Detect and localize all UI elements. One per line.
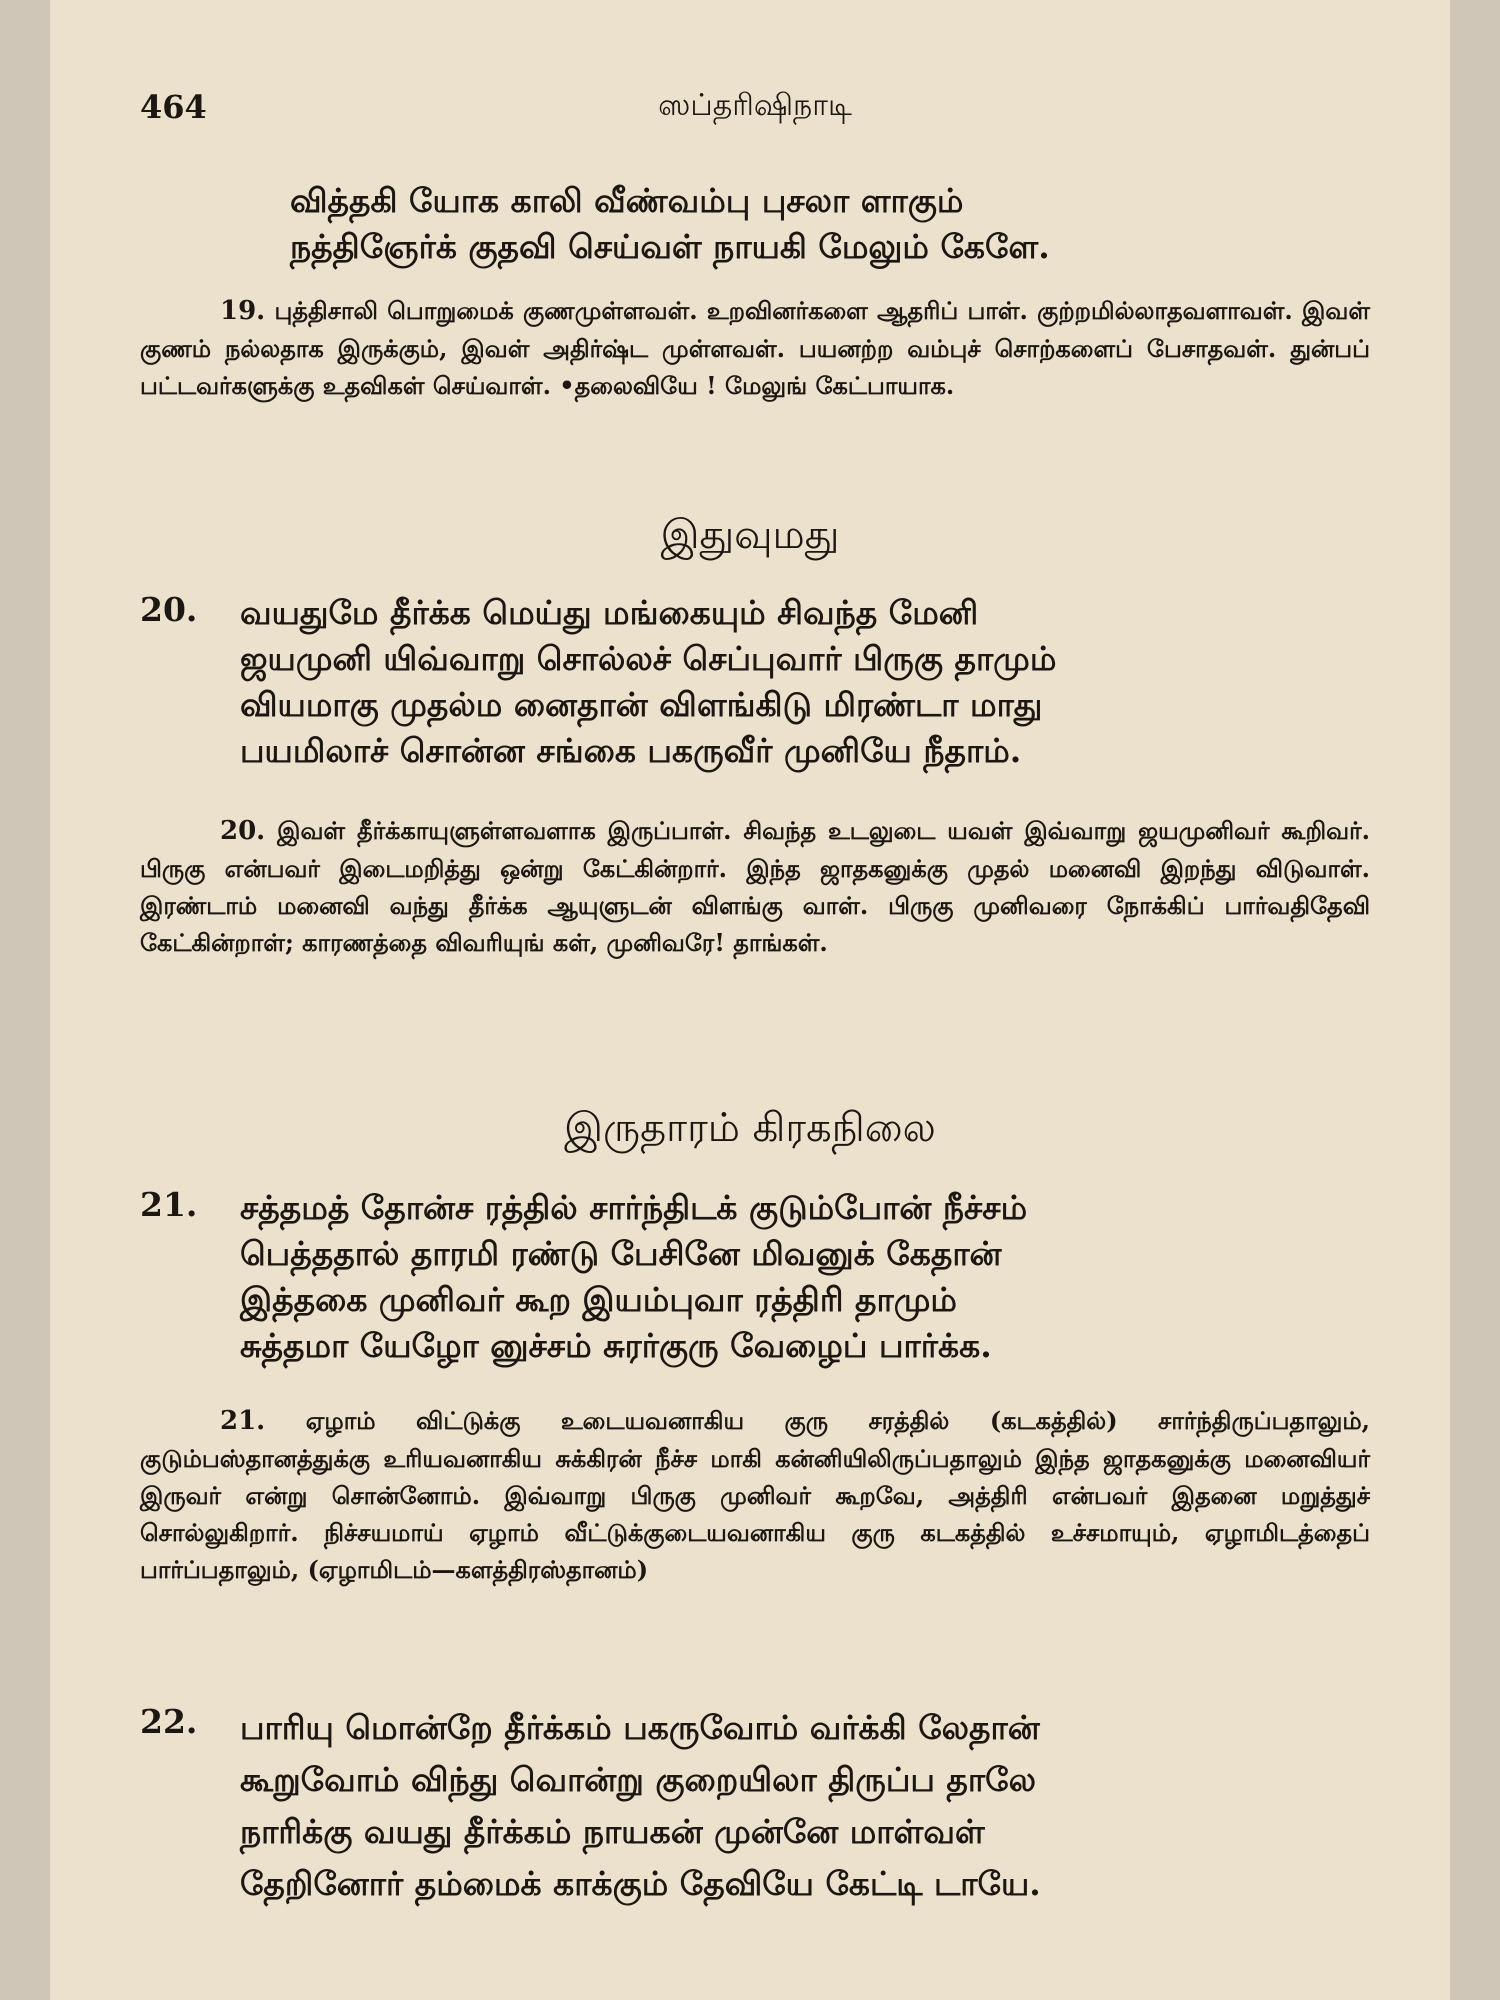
commentary-number: 21. bbox=[220, 1406, 266, 1436]
section-heading: இருதாரம் கிரகநிலை bbox=[564, 1105, 936, 1151]
verse-line: சுத்தமா யேழோ னுச்சம் சுரர்குரு வேழைப் பார்க்க. bbox=[240, 1326, 992, 1365]
verse-line: ஜயமுனி யிவ்வாறு சொல்லச் செப்புவார் பிருகு தாமும் bbox=[240, 639, 1057, 678]
commentary-19 bbox=[140, 292, 1370, 404]
verse-line: வியமாகு முதல்ம னைதான் விளங்கிடு மிரண்டா மாது bbox=[240, 685, 1043, 724]
verse-line: நத்திஞேர்க் குதவி செய்வள் நாயகி மேலும் கேளே. bbox=[290, 227, 1050, 266]
commentary-number: 20. bbox=[220, 816, 266, 846]
running-title: ஸப்தரிஷிநாடி bbox=[658, 88, 852, 123]
verse-line: இத்தகை முனிவர் கூற இயம்புவா ரத்திரி தாமும் bbox=[240, 1280, 957, 1319]
book-page bbox=[50, 0, 1450, 2000]
commentary-text: இவள் தீர்க்காயுளுள்ளவளாக இருப்பாள். சிவந்த உடலுடை யவள் இவ்வாறு ஜயமுனிவர் கூறிவர். பிருகு என்பவர் இடைமறித்து ஒன்று கேட்கின்றார். இந்த ஜாதகனுக்கு முதல் மனைவி இறந்து விடுவாள். இரண்டாம் மனைவி வந்து தீர்க்க ஆயுளுடன் விளங்கு வாள். பிருகு முனிவரை நோக்கிப் பார்வதிதேவி கேட்கின்றாள்; காரணத்தை விவரியுங் கள், முனிவரே! தாங்கள். bbox=[140, 816, 1371, 957]
section-heading: இதுவுமது bbox=[660, 512, 840, 558]
verse-line: சத்தமத் தோன்ச ரத்தில் சார்ந்திடக் குடும்போன் நீச்சம் bbox=[240, 1188, 1028, 1227]
page-header bbox=[140, 88, 1370, 138]
page-number: 464 bbox=[140, 88, 207, 126]
commentary-text: ஏழாம் விட்டுக்கு உடையவனாகிய குரு சரத்தில் (கடகத்தில்) சார்ந்திருப்பதாலும், குடும்பஸ்தானத்துக்கு உரியவனாகிய சுக்கிரன் நீச்ச மாகி கன்னியிலிருப்பதாலும் இந்த ஜாதகனுக்கு மனைவியர் இருவர் என்று சொன்னோம். இவ்வாறு பிருகு முனிவர் கூறவே, அத்திரி என்பவர் இதனை மறுத்துச் சொல்லுகிறார். நிச்சயமாய் ஏழாம் வீட்டுக்குடையவனாகிய குரு கடகத்தில் உச்சமாயும், ஏழாமிடத்தைப் பார்ப்பதாலும், (ஏழாமிடம்—களத்திரஸ்தானம்) bbox=[140, 1406, 1371, 1584]
verse-line: வயதுமே தீர்க்க மெய்து மங்கையும் சிவந்த மேனி bbox=[240, 593, 979, 632]
verse-line: பெத்ததால் தாரமி ரண்டு பேசினே மிவனுக் கேதான் bbox=[240, 1234, 1002, 1273]
commentary-text: புத்திசாலி பொறுமைக் குணமுள்ளவள். உறவினர்களை ஆதரிப் பாள். குற்றமில்லாதவளாவள். இவள் குணம் நல்லதாக இருக்கும், இவள் அதிர்ஷ்ட முள்ளவள். பயனற்ற வம்புச் சொற்களைப் பேசாதவள். துன்பப் பட்டவர்களுக்கு உதவிகள் செய்வாள். •தலைவியே ! மேலுங் கேட்பாயாக. bbox=[140, 296, 1371, 400]
verse-line: பாரியு மொன்றே தீர்க்கம் பகருவோம் வர்க்கி லேதான் bbox=[240, 1708, 1040, 1747]
verse-number: 21. bbox=[140, 1185, 198, 1224]
commentary-20 bbox=[140, 812, 1370, 961]
verse-number: 22. bbox=[140, 1702, 198, 1741]
verse-line: வித்தகி யோக காலி வீண்வம்பு புசலா ளாகும் bbox=[290, 181, 964, 220]
verse-line: தேறினோர் தம்மைக் காக்கும் தேவியே கேட்டி டாயே. bbox=[240, 1864, 1041, 1903]
verse-number: 20. bbox=[140, 590, 198, 629]
verse-line: கூறுவோம் விந்து வொன்று குறையிலா திருப்ப தாலே bbox=[240, 1760, 1036, 1799]
verse-line: பயமிலாச் சொன்ன சங்கை பகருவீர் முனியே நீதாம். bbox=[240, 731, 1022, 770]
commentary-number: 19. bbox=[220, 296, 266, 326]
verse-line: நாரிக்கு வயது தீர்க்கம் நாயகன் முன்னே மாள்வள் bbox=[240, 1812, 985, 1851]
commentary-21 bbox=[140, 1402, 1370, 1588]
